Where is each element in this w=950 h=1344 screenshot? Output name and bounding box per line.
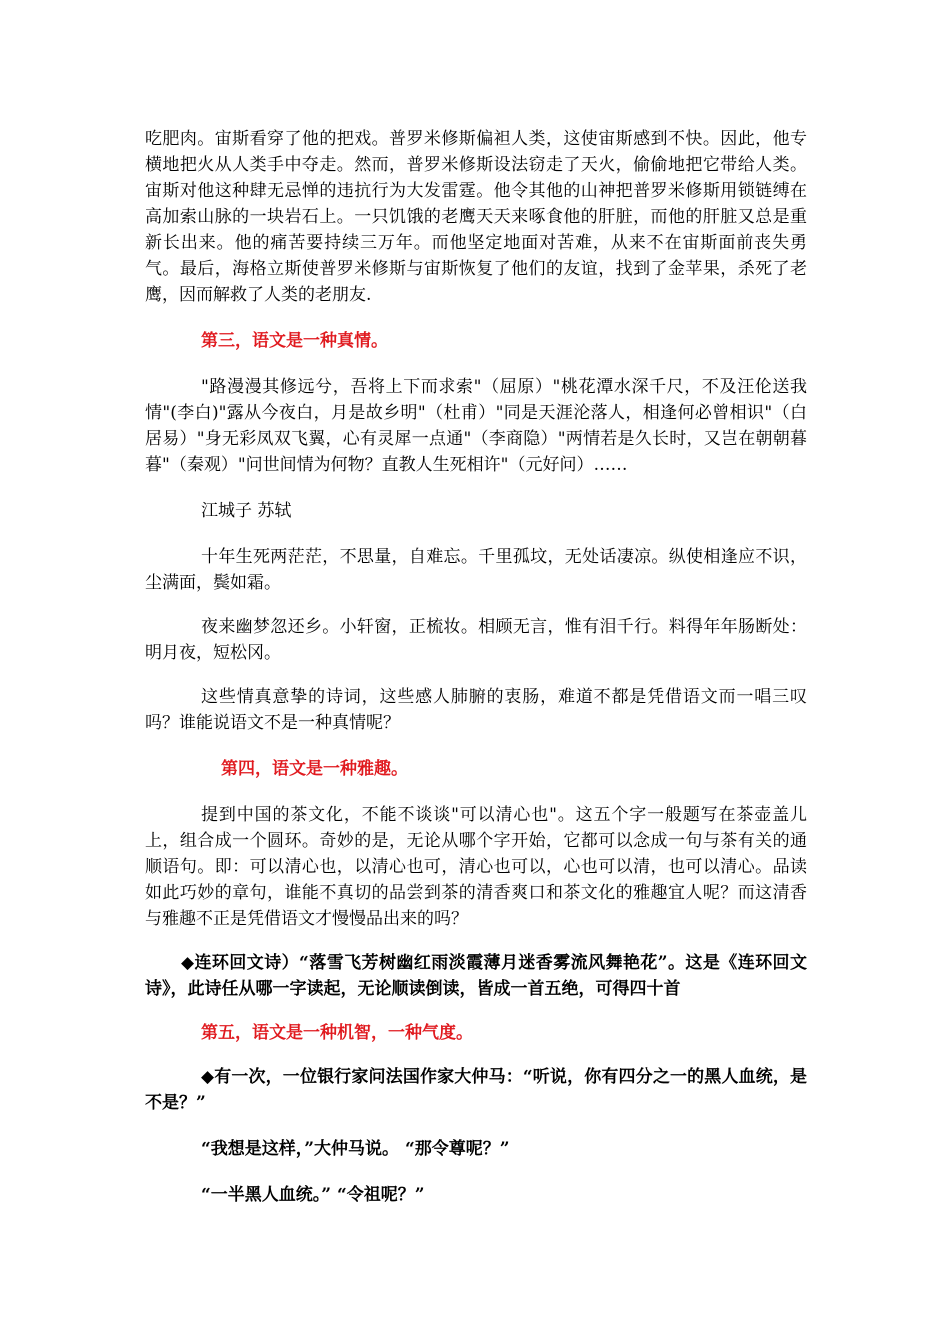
poem-stanza-2: 夜来幽梦忽还乡。小轩窗，正梳妆。相顾无言，惟有泪千行。料得年年肠断处：明月夜，短松冈。 xyxy=(145,617,807,663)
paragraph-poetry-quotes: "路漫漫其修远兮，吾将上下而求索"（屈原）"桃花潭水深千尺，不及汪伦送我情"(李白)"露从今夜白，月是故乡明"（杜甫）"同是天涯沦落人，相逢何必曾相识"（白居易）"身无彩凤双飞翼，心有灵犀一点通"（李商隐）"两情若是久长时，又岂在朝朝暮暮"（秦观）"问世间情为何物？直教人生死相许"（元好问）…… xyxy=(145,377,807,475)
section-heading-4: 第四，语文是一种雅趣。 xyxy=(221,759,408,779)
poem-stanza-1: 十年生死两茫茫，不思量，自难忘。千里孤坟，无处话凄凉。纵使相逢应不识，尘满面，鬓如霜。 xyxy=(145,547,807,593)
dialogue-line-1: “我想是这样，”大仲马说。 “那令尊呢？” xyxy=(201,1139,510,1159)
section-heading-5: 第五，语文是一种机智，一种气度。 xyxy=(201,1023,473,1043)
paragraph-tea-culture: 提到中国的茶文化，不能不谈谈"可以清心也"。这五个字一般题写在茶壶盖儿上，组合成一个圆环。奇妙的是，无论从哪个字开始，它都可以念成一句与茶有关的通顺语句。即：可以清心也，以清心也可，清心也可以，心也可以清，也可以清心。品读如此巧妙的章句，谁能不真切的品尝到茶的清香爽口和茶文化的雅趣宜人呢？而这清香与雅趣不正是凭借语文才慢慢品出来的吗？ xyxy=(145,805,807,929)
dialogue-line-2: “一半黑人血统。” “令祖呢？” xyxy=(201,1185,425,1205)
document-page xyxy=(145,126,807,1208)
paragraph-reflection: 这些情真意挚的诗词，这些感人肺腑的衷肠，难道不都是凭借语文而一唱三叹吗？谁能说语文不是一种真情呢？ xyxy=(145,687,807,733)
poem-title: 江城子 苏轼 xyxy=(201,501,292,521)
paragraph-palindrome-poem: ◆连环回文诗）“落雪飞芳树幽红雨淡霞薄月迷香雾流风舞艳花”。这是《连环回文诗》，此诗任从哪一字读起，无论顺读倒读，皆成一首五绝，可得四十首 xyxy=(145,953,807,999)
paragraph-dumas-story: ◆有一次，一位银行家问法国作家大仲马：“听说，你有四分之一的黑人血统，是不是？” xyxy=(145,1067,807,1113)
paragraph-prometheus: 吃肥肉。宙斯看穿了他的把戏。普罗米修斯偏袒人类，这使宙斯感到不快。因此，他专横地把火从人类手中夺走。然而，普罗米修斯设法窃走了天火，偷偷地把它带给人类。宙斯对他这种肆无忌惮的违抗行为大发雷霆。他令其他的山神把普罗米修斯用锁链缚在高加索山脉的一块岩石上。一只饥饿的老鹰天天来啄食他的肝脏，而他的肝脏又总是重新长出来。他的痛苦要持续三万年。而他坚定地面对苦难，从来不在宙斯面前丧失勇气。最后，海格立斯使普罗米修斯与宙斯恢复了他们的友谊，找到了金苹果，杀死了老鹰，因而解救了人类的老朋友. xyxy=(145,129,807,305)
section-heading-3: 第三，语文是一种真情。 xyxy=(201,331,388,351)
